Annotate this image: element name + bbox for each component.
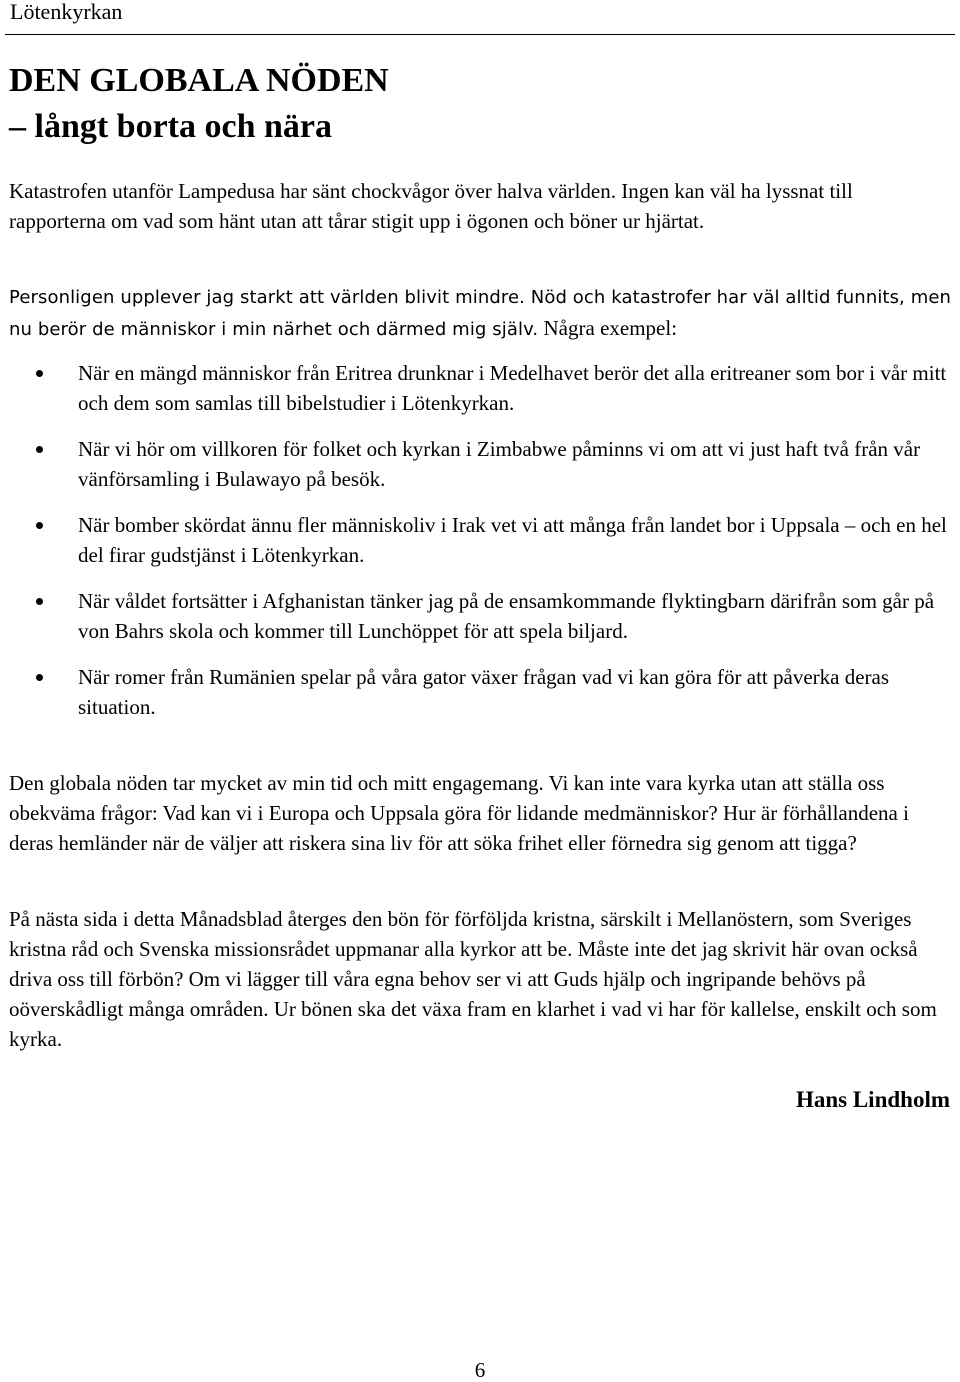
list-item-text: När en mängd människor från Eritrea drunknar i Medelhavet berör det alla eritreaner som bor i vår mitt och dem som samlas till bibelstudier i Lötenkyrkan. bbox=[78, 361, 947, 415]
bullet-icon bbox=[36, 598, 43, 605]
list-item bbox=[0, 586, 952, 646]
personal-paragraph-serif-text: Några exempel: bbox=[538, 316, 678, 340]
personal-paragraph-sans-text: Personligen upplever jag starkt att världen blivit mindre. Nöd och katastrofer har väl alltid funnits, men nu berör de människor i min närhet och därmed mig själv. bbox=[9, 287, 952, 340]
page-number: 6 bbox=[474, 1358, 486, 1382]
engagement-paragraph: Den globala nöden tar mycket av min tid och mitt engagemang. Vi kan inte vara kyrka utan att ställa oss obekväma frågor: Vad kan vi i Europa och Uppsala göra för lidande medmänniskor? Hur är förhållandena i deras hemländer när de väljer att riskera sina liv för att söka frihet eller förnedra sig genom att tigga? bbox=[9, 771, 909, 855]
examples-list bbox=[0, 358, 960, 738]
list-item bbox=[0, 662, 952, 722]
author-signature: Hans Lindholm bbox=[795, 1087, 950, 1112]
list-item bbox=[0, 434, 952, 494]
bullet-icon bbox=[36, 370, 43, 377]
title-line-1: DEN GLOBALA NÖDEN bbox=[9, 62, 389, 99]
list-item bbox=[0, 510, 952, 570]
running-header: Lötenkyrkan bbox=[10, 0, 123, 24]
header-divider bbox=[5, 34, 955, 35]
intro-paragraph: Katastrofen utanför Lampedusa har sänt chockvågor över halva världen. Ingen kan väl ha lyssnat till rapporterna om vad som hänt utan att tårar stigit upp i ögonen och böner ur hjärtat. bbox=[9, 179, 853, 233]
personal-paragraph bbox=[9, 281, 953, 345]
bullet-icon bbox=[36, 522, 43, 529]
list-item-text: När våldet fortsätter i Afghanistan tänker jag på de ensamkommande flyktingbarn därifrån som går på von Bahrs skola och kommer till Lunchöppet för att spela biljard. bbox=[78, 589, 935, 643]
list-item bbox=[0, 358, 952, 418]
article-title bbox=[9, 58, 389, 150]
bullet-icon bbox=[36, 674, 43, 681]
list-item-text: När bomber skördat ännu fler människoliv i Irak vet vi att många från landet bor i Uppsala – och en hel del firar gudstjänst i Lötenkyrkan. bbox=[78, 513, 947, 567]
title-line-2: – långt borta och nära bbox=[9, 108, 332, 145]
list-item-text: När romer från Rumänien spelar på våra gator växer frågan vad vi kan göra för att påverka deras situation. bbox=[78, 665, 890, 719]
list-item-text: När vi hör om villkoren för folket och kyrkan i Zimbabwe påminns vi om att vi just haft två från vår vänförsamling i Bulawayo på besök. bbox=[78, 437, 921, 491]
prayer-paragraph: På nästa sida i detta Månadsblad återges den bön för förföljda kristna, särskilt i Mellanöstern, som Sveriges kristna råd och Svenska missionsrådet uppmanar alla kyrkor att be. Måste inte det jag skrivit här ovan också driva oss till förbön? Om vi lägger till våra egna behov ser vi att Guds hjälp och ingripande behövs på oöverskådligt många områden. Ur bönen ska det växa fram en klarhet i vad vi har för kallelse, enskilt och som kyrka. bbox=[9, 907, 937, 1051]
bullet-icon bbox=[36, 446, 43, 453]
